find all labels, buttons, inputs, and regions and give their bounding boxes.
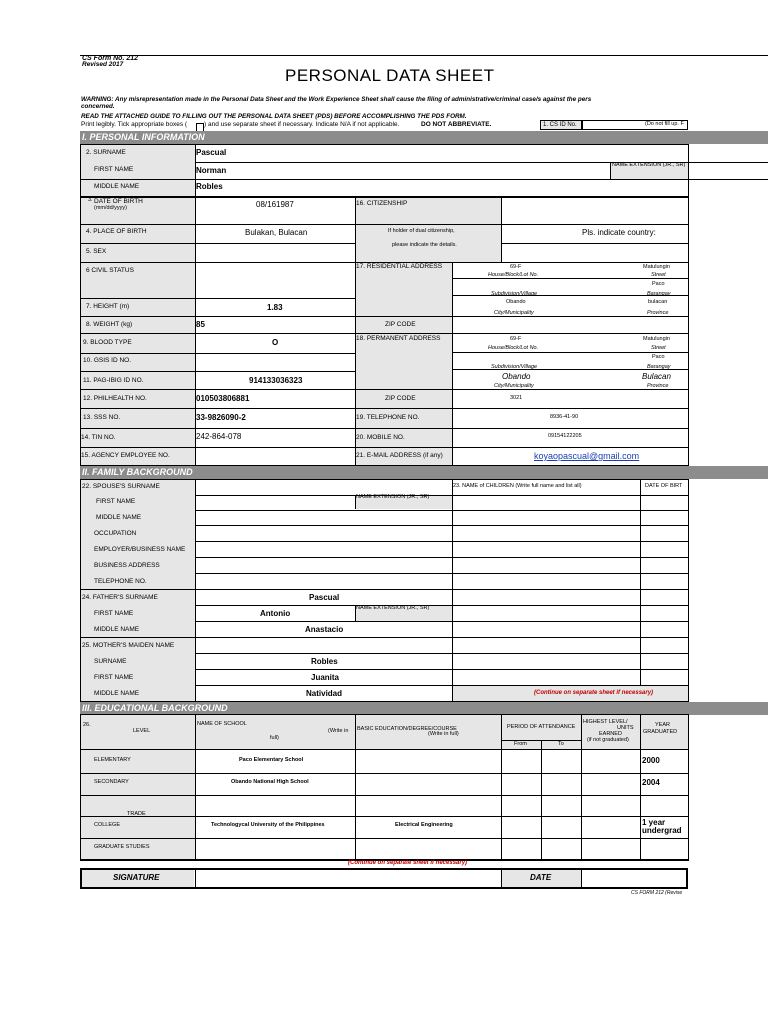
label-father-surname: 24. FATHER'S SURNAME [82, 594, 158, 601]
edu-header-year-2: GRADUATED [643, 729, 678, 735]
edu-school-elementary[interactable]: Paco Elementary School [239, 757, 304, 763]
edu-course-college[interactable]: Electrical Engineering [395, 822, 453, 828]
value-mobile[interactable]: 09154122205 [548, 433, 582, 439]
label-father-middle-name: MIDDLE NAME [94, 626, 140, 633]
label-dual-details: please indicate the details. [392, 242, 457, 248]
edu-header-highest-3: EARNED [599, 731, 622, 737]
label-res-barangay: Barangay [647, 291, 671, 297]
label-spouse-telephone: TELEPHONE NO. [94, 578, 147, 585]
edu-level-graduate: GRADUATE STUDIES [94, 844, 150, 850]
signature-label: SIGNATURE [113, 873, 160, 882]
edu-header-course-sub: (Write in full) [428, 731, 459, 737]
section-educational-background: III. EDUCATIONAL BACKGROUND [80, 702, 768, 715]
label-res-house: House/Block/Lot No. [488, 272, 539, 278]
label-spouse-name-ext: NAME EXTENSION (JR., SR) [356, 494, 430, 500]
label-pagibig: 11. PAG-IBIG ID NO. [83, 377, 144, 384]
value-weight[interactable]: 85 [196, 320, 205, 329]
value-telephone[interactable]: 8936-41-90 [550, 414, 579, 420]
edu-header-full: full) [270, 735, 279, 741]
education-continue-note: (Continue on separate sheet if necessary) [348, 860, 468, 866]
print-instructions-a: Print legibly. Tick appropriate boxes ( [81, 121, 188, 128]
value-perm-house[interactable]: 69-F [510, 336, 522, 342]
label-height: 7. HEIGHT (m) [86, 303, 130, 310]
value-philhealth[interactable]: 010503806881 [196, 394, 250, 403]
label-business-address: BUSINESS ADDRESS [94, 562, 160, 569]
read-guide-text: READ THE ATTACHED GUIDE TO FILLING OUT THE PERSONAL DATA SHEET (PDS) BEFORE ACCOMPLISHING THE PDS FORM. [81, 113, 467, 120]
label-perm-house: House/Block/Lot No. [488, 345, 539, 351]
label-citizenship: 16. CITIZENSHIP [356, 200, 408, 207]
label-employer: EMPLOYER/BUSINESS NAME [94, 546, 186, 553]
label-mother-maiden: 25. MOTHER'S MAIDEN NAME [82, 642, 175, 649]
form-reference: CS FORM 212 (Revise [631, 890, 683, 896]
value-email[interactable]: koyaopascual@gmail.com [534, 451, 640, 461]
value-perm-city[interactable]: Obando [502, 372, 531, 381]
edu-header-highest-1: HIGHEST LEVEL/ [583, 719, 628, 725]
label-perm-city: City/Municipality [494, 383, 534, 389]
edu-header-highest-2: UNITS [617, 725, 634, 731]
value-date-of-birth[interactable]: 08/161987 [256, 200, 294, 209]
label-father-first-name: FIRST NAME [94, 610, 134, 617]
page-title: PERSONAL DATA SHEET [285, 66, 495, 85]
value-mother-surname[interactable]: Robles [311, 657, 338, 666]
label-spouse-surname: 22. SPOUSE'S SURNAME [82, 483, 160, 490]
date-label: DATE [530, 873, 552, 882]
value-tin[interactable]: 242-864-078 [196, 432, 242, 441]
value-res-barangay[interactable]: Paco [652, 281, 665, 287]
edu-header-write-in: (Write in [328, 728, 349, 734]
label-middle-name: MIDDLE NAME [94, 183, 140, 190]
edu-year-secondary[interactable]: 2004 [642, 778, 660, 787]
label-philhealth: 12. PHILHEALTH NO. [83, 395, 147, 402]
edu-header-highest-4: (if not graduated) [587, 737, 629, 743]
value-father-middle-name[interactable]: Anastacio [305, 625, 344, 634]
edu-level-trade: TRADE [127, 811, 146, 815]
value-perm-province[interactable]: Bulacan [642, 372, 671, 381]
value-surname[interactable]: Pascual [196, 148, 227, 157]
label-dob: DATE OF BIRTH [94, 198, 143, 205]
edu-header-period: PERIOD OF ATTENDANCE [507, 724, 576, 730]
label-perm-barangay: Barangay [647, 364, 671, 370]
label-mobile: 20. MOBILE NO. [356, 434, 405, 441]
warning-text-cont: concerned. [81, 103, 115, 110]
edu-year-college[interactable]: 1 year undergrad [642, 818, 682, 835]
label-mother-middle-name: MIDDLE NAME [94, 690, 140, 697]
do-not-abbreviate: DO NOT ABBREVIATE. [421, 121, 492, 128]
value-father-surname[interactable]: Pascual [309, 593, 340, 602]
label-perm-province: Province [647, 383, 669, 389]
label-occupation: OCCUPATION [94, 530, 137, 537]
children-continue-note: (Continue on separate sheet if necessary) [534, 690, 654, 696]
label-permanent-address: 18. PERMANENT ADDRESS [356, 335, 441, 342]
edu-header-to: To [558, 741, 564, 747]
label-surname: 2. SURNAME [86, 149, 126, 156]
edu-year-elementary[interactable]: 2000 [642, 756, 660, 765]
label-res-city: City/Municipality [494, 310, 534, 316]
value-father-first-name[interactable]: Antonio [260, 609, 291, 618]
edu-header-year-1: YEAR [655, 722, 670, 728]
label-telephone: 19. TELEPHONE NO. [356, 414, 420, 421]
label-name-extension: NAME EXTENSION (JR., SR) [612, 162, 686, 168]
value-res-house[interactable]: 69-F [510, 264, 522, 270]
label-spouse-first-name: FIRST NAME [96, 498, 136, 505]
label-perm-street: Street [651, 345, 666, 351]
label-spouse-middle-name: MIDDLE NAME [96, 514, 142, 521]
edu-school-secondary[interactable]: Obando National High School [231, 779, 309, 785]
label-email: 21. E-MAIL ADDRESS (if any) [356, 452, 443, 459]
cs-id-note: (Do not fill up. F [645, 121, 684, 127]
label-res-street: Street [651, 272, 666, 278]
label-res-zip: ZIP CODE [385, 321, 416, 328]
print-instructions-b: ) and use separate sheet if necessary. Indicate N/A if not applicable. [204, 121, 400, 128]
form-number: CS Form No. 212 [82, 55, 139, 62]
value-perm-street[interactable]: Matulungin [643, 336, 670, 342]
label-children: 23. NAME of CHILDREN (Write full name and list all) [453, 483, 582, 489]
edu-level-secondary: SECONDARY [94, 779, 129, 785]
edu-header-school: NAME OF SCHOOL [197, 721, 247, 727]
edu-header-level: LEVEL [133, 728, 151, 734]
label-sss: 13. SSS NO. [83, 414, 121, 421]
label-res-subdivision: Subdivision/Village [491, 291, 538, 297]
label-mother-first-name: FIRST NAME [94, 674, 134, 681]
section-personal-information: I. PERSONAL INFORMATION [80, 131, 768, 144]
form-revised: Revised 2017 [82, 61, 124, 68]
section-family-background: II. FAMILY BACKGROUND [80, 466, 768, 479]
label-indicate-country: Pls. indicate country: [582, 228, 656, 237]
value-middle-name[interactable]: Robles [196, 182, 223, 191]
label-sex: 5. SEX [86, 248, 107, 255]
label-father-name-ext: NAME EXTENSION (JR., SR) [356, 605, 430, 611]
value-mother-middle-name[interactable]: Natividad [306, 689, 343, 698]
label-dob-format: (mm/dd/yyyy) [94, 205, 127, 211]
edu-header-course: BASIC EDUCATION/DEGREE/COURSE [357, 726, 457, 732]
label-blood-type: 9. BLOOD TYPE [83, 339, 132, 346]
date-field[interactable] [583, 870, 686, 887]
value-res-province[interactable]: bulacan [648, 299, 668, 305]
label-dual-citizenship: If holder of dual citizenship, [388, 228, 455, 234]
value-first-name[interactable]: Norman [196, 166, 227, 175]
value-mother-first-name[interactable]: Juanita [311, 673, 340, 682]
edu-header-num: 26. [83, 722, 91, 728]
label-dob-num: 3. [88, 197, 93, 203]
label-place-of-birth: 4. PLACE OF BIRTH [86, 228, 147, 235]
value-perm-barangay[interactable]: Paco [652, 354, 665, 360]
label-civil-status: 6 CIVIL STATUS [86, 267, 134, 274]
label-first-name: FIRST NAME [94, 166, 134, 173]
value-place-of-birth[interactable]: Bulakan, Bulacan [245, 228, 308, 237]
label-residential-address: 17. RESIDENTIAL ADDRESS [356, 263, 443, 270]
value-res-street[interactable]: Matulungin [643, 264, 670, 270]
label-mother-surname: SURNAME [94, 658, 127, 665]
value-res-city[interactable]: Obando [506, 299, 526, 305]
value-perm-zip[interactable]: 3021 [510, 395, 523, 401]
value-height[interactable]: 1.83 [267, 303, 283, 312]
label-perm-subdivision: Subdivision/Village [491, 364, 538, 370]
value-blood-type[interactable]: O [272, 338, 279, 347]
signature-field[interactable] [197, 870, 499, 887]
label-tin: 14. TIN NO. [81, 434, 116, 441]
edu-school-college[interactable]: Technologycal University of the Philippines [211, 822, 325, 828]
value-sss[interactable]: 33-9826090-2 [196, 413, 246, 422]
family-label-column [81, 479, 195, 702]
value-pagibig[interactable]: 914133036323 [249, 376, 303, 385]
label-child-date-of-birth: DATE OF BIRT [645, 483, 683, 489]
label-agency-employee: 15. AGENCY EMPLOYEE NO. [81, 452, 170, 459]
edu-header-from: From [514, 741, 527, 747]
label-perm-zip: ZIP CODE [385, 395, 416, 402]
label-res-province: Province [647, 310, 669, 316]
edu-level-elementary: ELEMENTARY [94, 757, 131, 763]
edu-level-college: COLLEGE [94, 822, 120, 828]
cs-id-label: 1. CS ID No. [543, 122, 577, 128]
label-weight: 8. WEIGHT (kg) [86, 321, 133, 328]
warning-text: WARNING: Any misrepresentation made in the Personal Data Sheet and the Work Experience Sheet shall cause the filing of administrative/criminal case/s against the pers [81, 96, 592, 103]
edu-level-trade-cell [81, 796, 195, 815]
label-gsis: 10. GSIS ID NO. [83, 357, 132, 364]
